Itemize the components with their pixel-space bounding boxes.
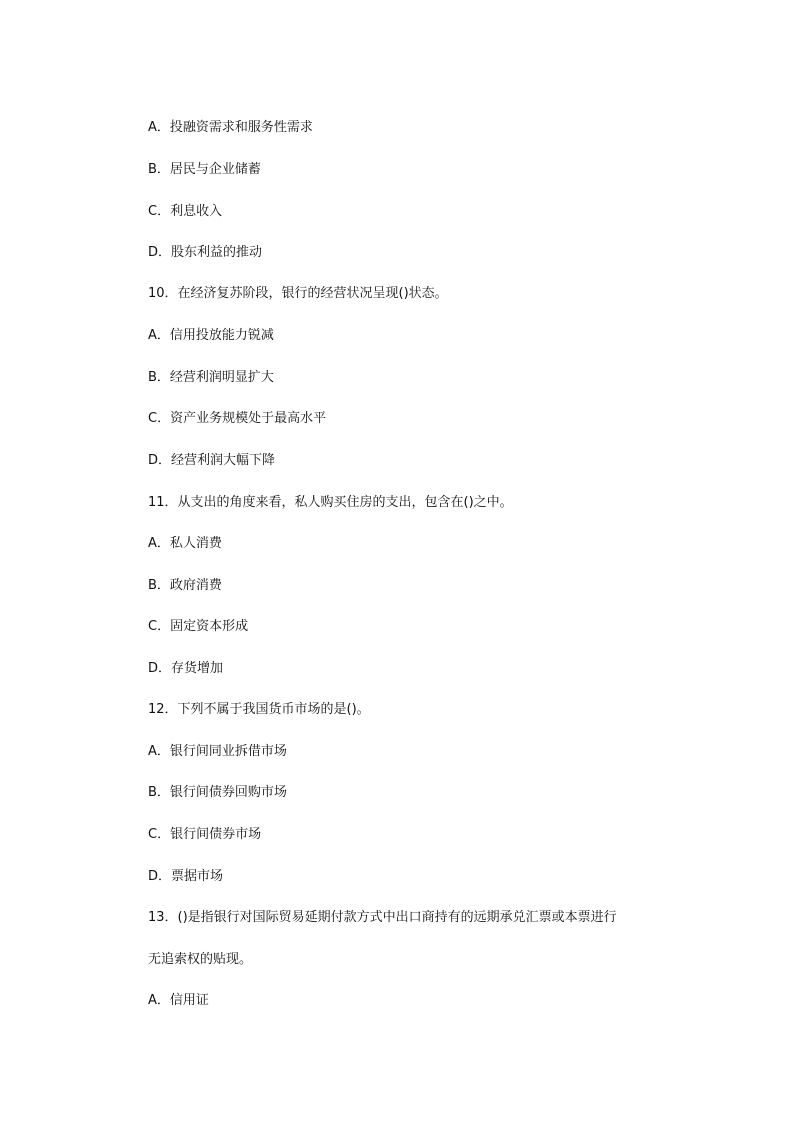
- question-line: 10．在经济复苏阶段，银行的经营状况呈现()状态。: [148, 286, 448, 301]
- option-line: A．私人消费: [148, 536, 222, 551]
- option-line: C．利息收入: [148, 204, 223, 219]
- option-line: A．银行间同业拆借市场: [148, 744, 287, 759]
- option-line: D．票据市场: [148, 869, 224, 884]
- question-line: 12．下列不属于我国货币市场的是()。: [148, 702, 370, 717]
- option-line: B．居民与企业储蓄: [148, 162, 261, 177]
- option-line: A．投融资需求和服务性需求: [148, 120, 313, 135]
- option-line: D．经营利润大幅下降: [148, 453, 276, 468]
- option-line: B．经营利润明显扩大: [148, 370, 274, 385]
- option-line: C．固定资本形成: [148, 619, 249, 634]
- option-line: D．存货增加: [148, 661, 224, 676]
- option-line: B．政府消费: [148, 578, 222, 593]
- option-line: A．信用证: [148, 993, 209, 1008]
- option-line: D．股东利益的推动: [148, 245, 263, 260]
- question-line: 11．从支出的角度来看，私人购买住房的支出，包含在()之中。: [148, 495, 513, 510]
- question-line-continued: 无追索权的贴现。: [148, 952, 253, 967]
- option-line: C．资产业务规模处于最高水平: [148, 411, 327, 426]
- option-line: A．信用投放能力锐减: [148, 328, 274, 343]
- option-line: B．银行间债券回购市场: [148, 785, 287, 800]
- question-line: 13．()是指银行对国际贸易延期付款方式中出口商持有的远期承兑汇票或本票进行: [148, 910, 617, 925]
- option-line: C．银行间债券市场: [148, 827, 262, 842]
